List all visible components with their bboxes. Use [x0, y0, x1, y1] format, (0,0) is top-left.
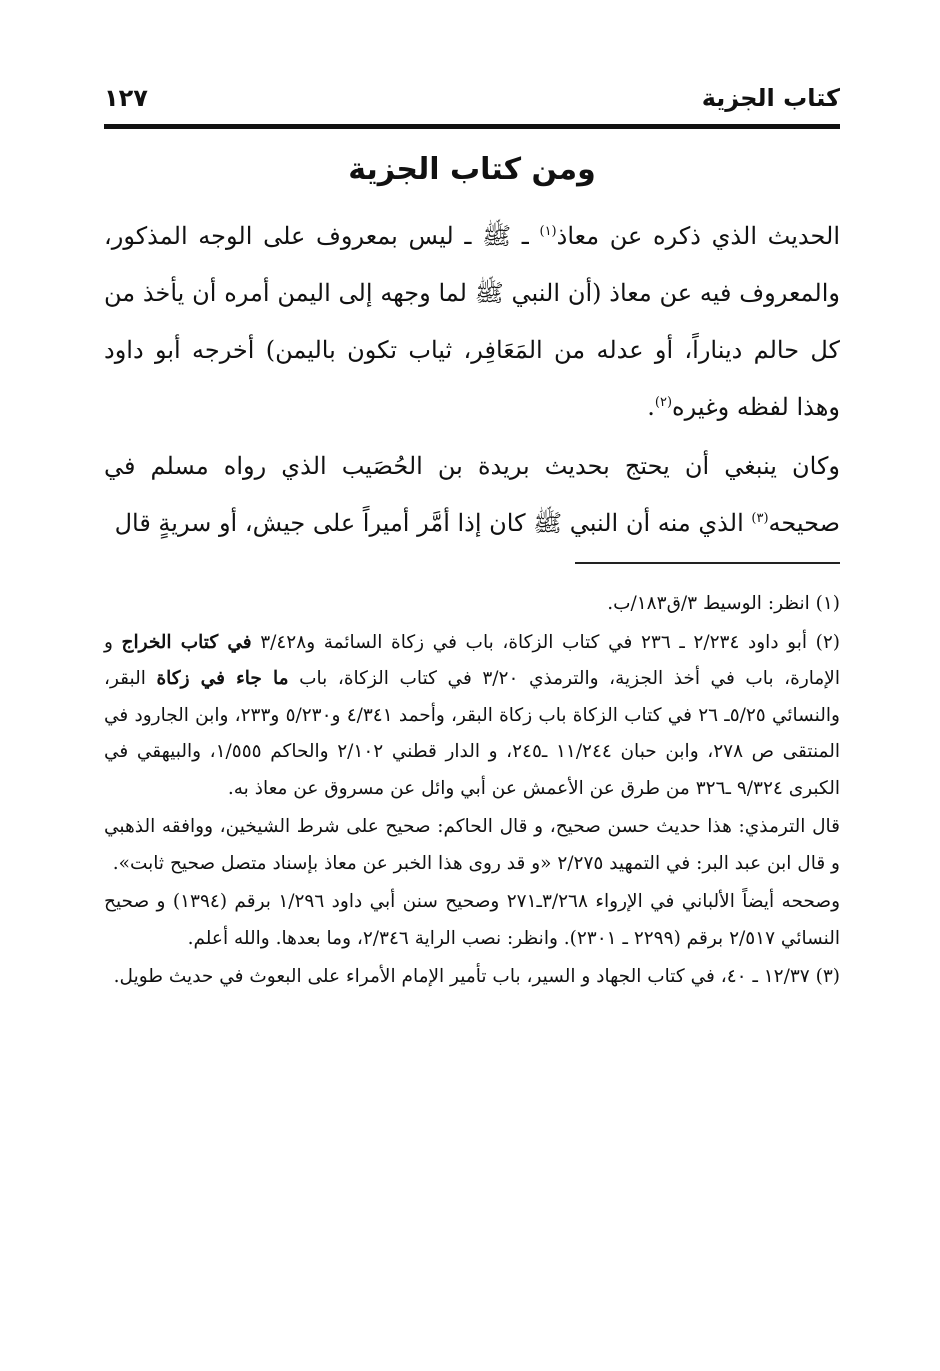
chapter-title: ومن كتاب الجزية [348, 152, 596, 187]
paragraph-1-text-b: ـ ﷺ ـ ليس بمعروف على الوجه المذكور، والمعروف فيه عن معاذ (أن النبي ﷺ لما وجهه إلى اليمن أمره أن يأخذ من كل حالم ديناراً، أو عدله من المَعَافِر، ثياب تكون باليمن) أخرجه أبو داود وهذا لفظه وغيره [104, 222, 840, 421]
paragraph-2-text-b: الذي منه أن النبي ﷺ كان إذا أمَّر أميراً على جيش، أو سريةٍ قال [114, 509, 752, 537]
paragraph-1-text-c: . [647, 393, 655, 421]
footnote-2 [104, 625, 840, 808]
footnote-separator [575, 562, 840, 564]
paragraph-2 [104, 438, 840, 552]
footnote-3: (٣) ١٢/٣٧ ـ ٤٠، في كتاب الجهاد و السير، باب تأمير الإمام الأمراء على البعوث في حديث طويل. [113, 966, 840, 987]
footnote-2-text-c: البقر، والنسائي ٥/٢٥ـ ٢٦ في كتاب الزكاة باب زكاة البقر، وأحمد ٤/٣٤١ و٥/٢٣٠ و٢٣٣، وابن الجارود في المنتقى ص ٢٧٨، وابن حبان ١١/٢٤٤ ـ٢٤٥، و الدار قطني ٢/١٠٢ والحاكم ١/٥٥٥، والبيهقي في الكبرى ٩/٣٢٤ ـ٣٢٦ من طرق عن الأعمش عن أبي وائل عن مسروق عن معاذ به. [104, 668, 840, 799]
footnotes [104, 586, 840, 996]
paragraph-2-text-a: وكان ينبغي أن يحتج بحديث بريدة بن الحُصَيب الذي رواه مسلم في صحيحه [104, 452, 841, 537]
page-number: ١٢٧ [104, 84, 148, 112]
header-rule [104, 124, 840, 129]
footnote-ref-1: (١) [539, 224, 557, 239]
main-text [104, 208, 840, 552]
footnote-2-authentication: وصححه أيضاً الألباني في الإرواء ٣/٢٦٨ـ٢٧١ وصحيح سنن أبي داود ١/٢٩٦ برقم (١٣٩٤) و صحيح النسائي ٢/٥١٧ برقم (٢٢٩٩ ـ ٢٣٠١). وانظر: نصب الراية ٢/٣٤٦، وما بعدها. والله أعلم. [104, 891, 841, 949]
footnote-ref-2: (٢) [654, 395, 673, 410]
footnote-1: (١) انظر: الوسيط ٣/ق١٨٣/ب. [607, 593, 840, 614]
footnote-2-bold-1: في كتاب الخراج [121, 631, 252, 653]
running-header [104, 84, 840, 124]
footnote-2-text-b: و الإمارة، باب في أخذ الجزية، والترمذي ٣/٢٠ في كتاب الزكاة، باب [104, 631, 840, 689]
footnote-2-bold-2: ما جاء في زكاة [156, 668, 289, 689]
footnote-ref-3: (٣) [751, 511, 769, 526]
paragraph-1-text-a: الحديث الذي ذكره عن معاذ [556, 222, 840, 250]
running-title: كتاب الجزية [701, 84, 840, 112]
footnote-2-text-a: (٢) أبو داود ٢/٢٣٤ ـ ٢٣٦ في كتاب الزكاة، باب في زكاة السائمة و٣/٤٢٨ [251, 631, 840, 653]
footnote-2-comment: قال الترمذي: هذا حديث حسن صحيح، و قال الحاكم: صحيح على شرط الشيخين، ووافقه الذهبي و قال ابن عبد البر: في التمهيد ٢/٢٧٥ «و قد روى هذا الخبر عن معاذ بإسناد متصل صحيح ثابت». [104, 816, 840, 874]
paragraph-1 [104, 208, 840, 436]
